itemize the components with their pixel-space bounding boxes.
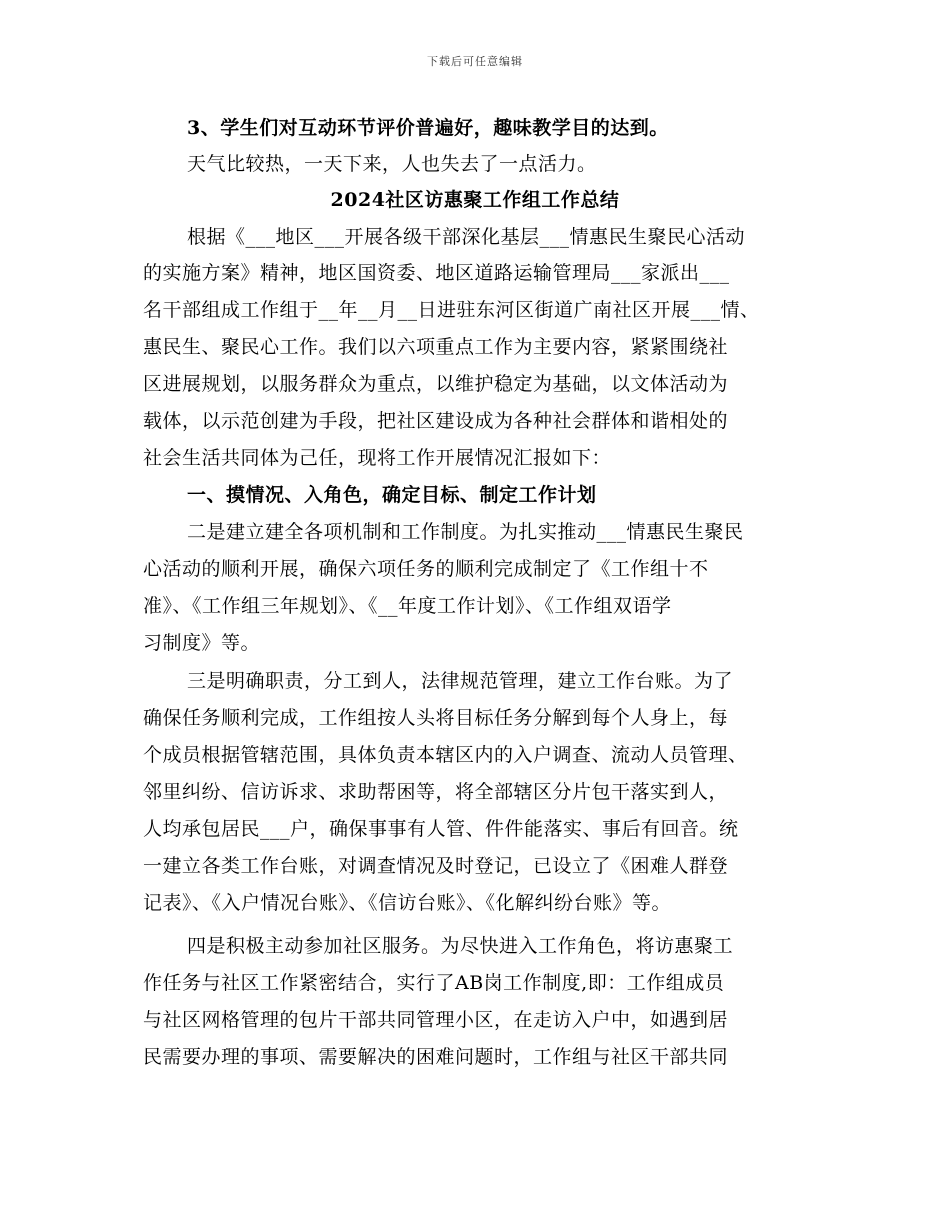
body-line: 社会生活共同体为己任，现将工作开展情况汇报如下：: [143, 447, 612, 469]
body-line: 记表》、《入户情况台账》、《信访台账》、《化解纠纷台账》等。: [143, 892, 672, 914]
body-line: 一建立各类工作台账，对调查情况及时登记，已设立了《困难人群登: [143, 855, 729, 877]
section-heading: 一、摸情况、入角色，确定目标、制定工作计划: [187, 484, 597, 506]
body-line: 三是明确职责，分工到人，法律规范管理，建立工作台账。为了: [187, 670, 734, 692]
body-line: 与社区网格管理的包片干部共同管理小区，在走访入户中，如遇到居: [143, 1009, 729, 1031]
body-line: 区进展规划，以服务群众为重点，以维护稳定为基础，以文体活动为: [143, 373, 729, 395]
body-line: 名干部组成工作组于__年__月__日进驻东河区街道广南社区开展___情、: [143, 299, 760, 321]
body-line: 惠民生、聚民心工作。我们以六项重点工作为主要内容，紧紧围绕社: [143, 336, 729, 358]
body-line: 根据《___地区___开展各级干部深化基层___情惠民生聚民心活动: [187, 226, 746, 248]
body-line: 个成员根据管辖范围，具体负责本辖区内的入户调查、流动人员管理、: [143, 744, 748, 766]
page-header: 下载后可任意编辑: [427, 55, 523, 68]
body-line: 心活动的顺利开展，确保六项任务的顺利完成制定了《工作组十不: [143, 558, 709, 580]
body-line: 民需要办理的事项、需要解决的困难问题时，工作组与社区干部共同: [143, 1046, 729, 1068]
body-line: 邻里纠纷、信访诉求、求助帮困等，将全部辖区分片包干落实到人，: [143, 781, 729, 803]
body-line: 二是建立建全各项机制和工作制度。为扎实推动___情惠民生聚民: [187, 521, 744, 543]
body-line: 确保任务顺利完成，工作组按人头将目标任务分解到每个人身上，每: [143, 707, 729, 729]
body-line: 载体，以示范创建为手段，把社区建设成为各种社会群体和谐相处的: [143, 410, 729, 432]
body-line: 准》、《工作组三年规划》、《__年度工作计划》、《工作组双语学: [143, 595, 672, 617]
body-line: 作任务与社区工作紧密结合，实行了AB岗工作制度,即：工作组成员: [143, 972, 725, 994]
intro-line-1: 3、学生们对互动环节评价普遍好，趣味教学目的达到。: [187, 117, 669, 139]
body-line: 习制度》等。: [143, 632, 261, 654]
body-line: 人均承包居民___户，确保事事有人管、件件能落实、事后有回音。统: [143, 818, 739, 840]
body-line: 四是积极主动参加社区服务。为尽快进入工作角色，将访惠聚工: [187, 935, 734, 957]
document-title: 2024社区访惠聚工作组工作总结: [330, 189, 620, 211]
body-line: 的实施方案》精神，地区国资委、地区道路运输管理局___家派出___: [143, 262, 730, 284]
intro-line-2: 天气比较热，一天下来，人也失去了一点活力。: [187, 153, 597, 175]
